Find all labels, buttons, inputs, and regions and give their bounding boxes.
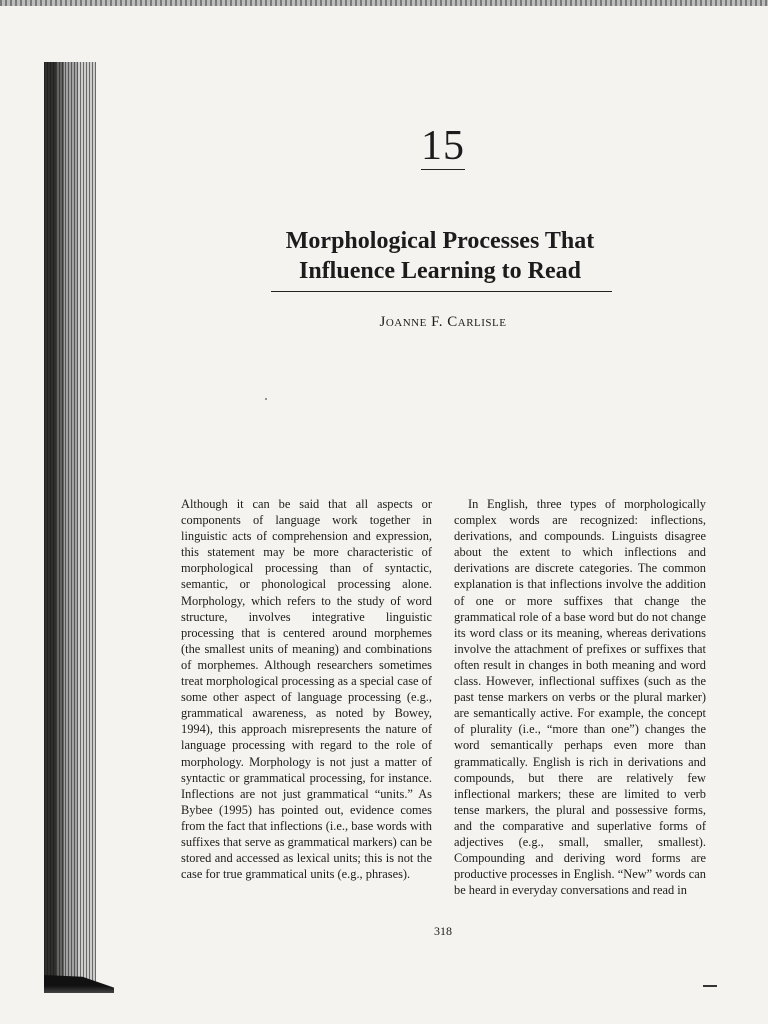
- scan-top-edge: [0, 0, 768, 6]
- body-paragraph-left: Although it can be said that all aspects or components of language work together in linguistic acts of comprehension and expression, this statement may be more characteristic of morphological processing than of syntactic, semantic, or phonological processing alone. Morphology, which refers to the study of word structure, involves integrative linguistic processing that is centered around morphemes (the smallest units of meaning) and combinations of morphemes. Although researchers sometimes treat morphological processing as a special case of some other aspect of language processing (e.g., grammatical awareness, as noted by Bowey, 1994), this approach misrepresents the nature of language processing with regard to the role of morphology. Morphology is not just a matter of syntactic or grammatical processing, for instance. Inflections are not just grammatical “units.” As Bybee (1995) has pointed out, evidence comes from the fact that inflections (i.e., base words with suffixes that serve as grammatical markers) can be stored and accessed as lexical units; this is not the case for true grammatical units (e.g., phrases).: [181, 497, 432, 882]
- body-paragraph-right: In English, three types of morphologically complex words are recognized: inflections, derivations, and compounds. Linguists disagree about the extent to which inflections and derivations are discrete categories. The common explanation is that inflections involve the addition of one or more suffixes that change the grammatical role of a base word but do not change its word class or its meaning, whereas derivations involve the attachment of prefixes or suffixes that often result in changes in both meaning and word class. However, inflectional suffixes (such as the past tense markers on verbs or the plural marker) are semantically active. For example, the concept of plurality (i.e., “more than one”) changes the word semantically perhaps even more than grammatically. English is rich in derivations and compounds, but there are relatively few inflectional markers; these are limited to verb tense markers, the plural and possessive forms, and the comparative and superlative forms of adjectives (e.g., small, smaller, smallest). Compounding and deriving word forms are productive processes in English. “New” words can be heard in everyday conversations and read in: [454, 497, 706, 898]
- book-spine-foot: [44, 975, 114, 993]
- chapter-title-line-2: Influence Learning to Read: [299, 258, 581, 284]
- chapter-number-rule: [421, 169, 465, 170]
- chapter-number: 15: [421, 123, 465, 169]
- title-rule: [271, 291, 612, 292]
- author-name: Joanne F. Carlisle: [379, 314, 507, 330]
- body-column-right: [454, 496, 706, 898]
- scan-speck: [265, 398, 267, 400]
- body-column-left: [181, 496, 432, 882]
- chapter-title-line-1: Morphological Processes That: [285, 228, 595, 254]
- scan-corner-mark: [703, 985, 717, 987]
- chapter-title: [180, 226, 700, 286]
- page-number: 318: [434, 924, 452, 938]
- book-spine-shadow: [44, 62, 96, 992]
